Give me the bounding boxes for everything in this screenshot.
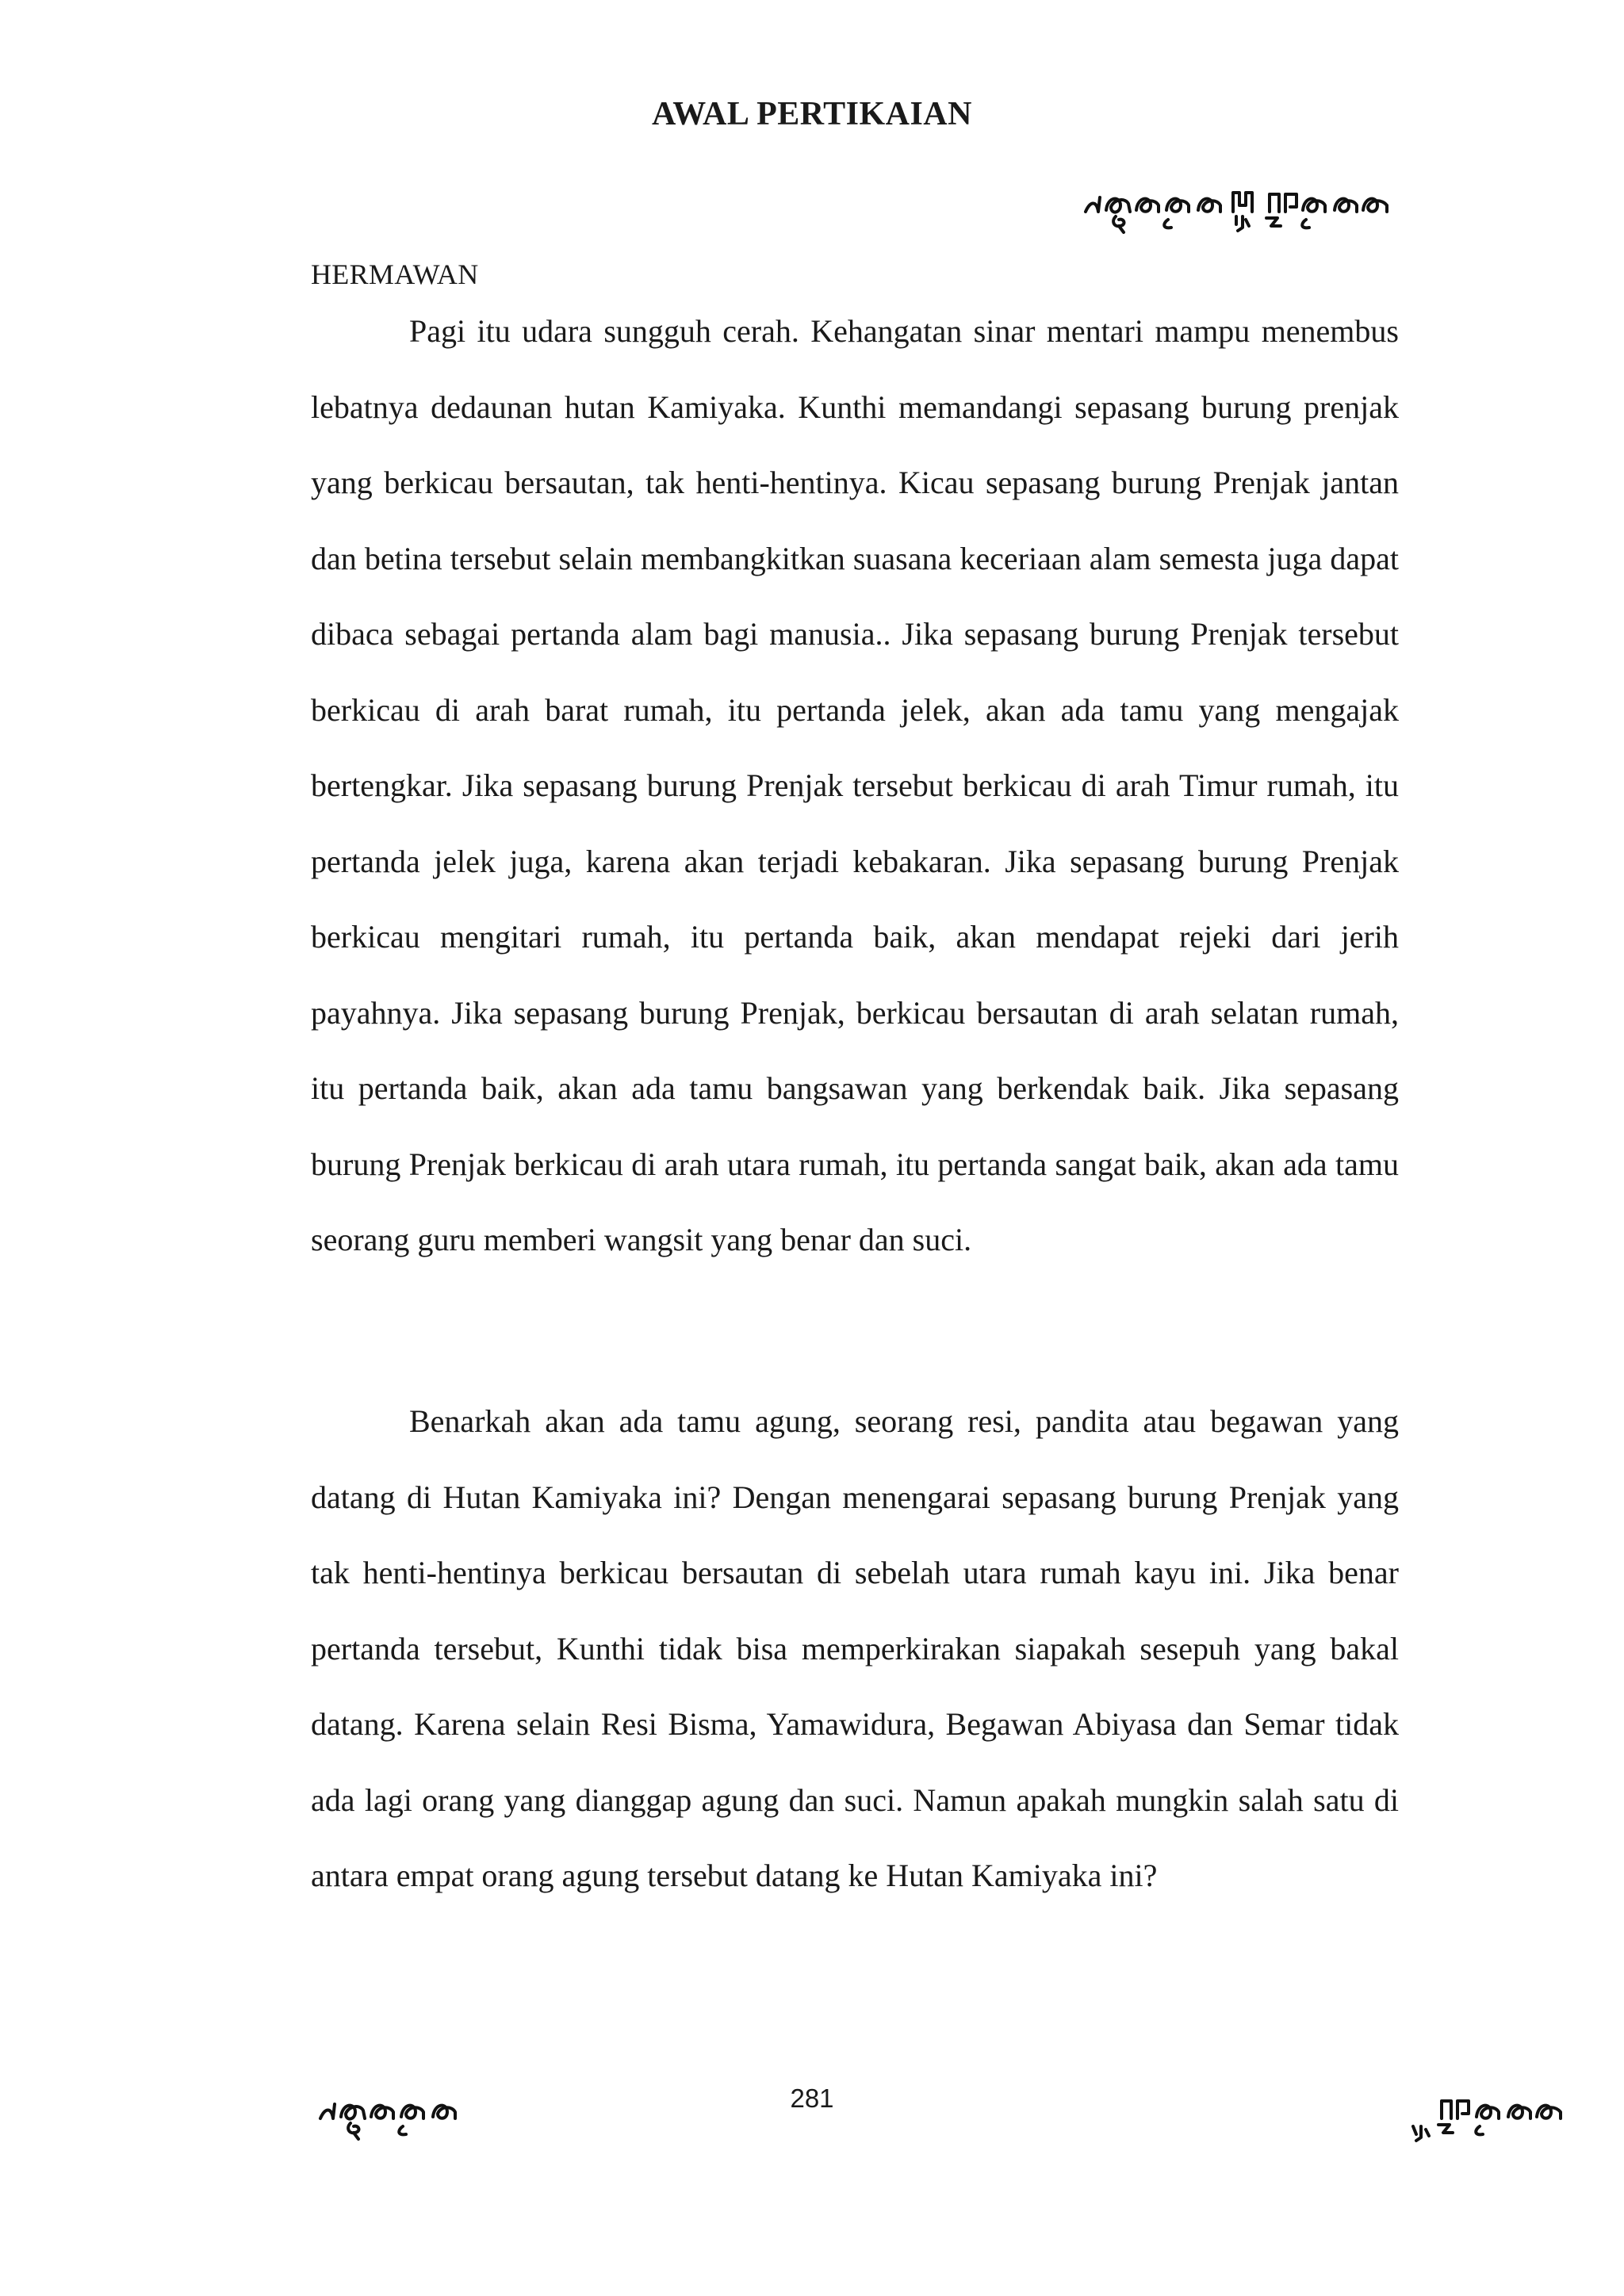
javanese-script-header-icon xyxy=(1082,178,1392,242)
page-number: 281 xyxy=(790,2084,834,2113)
javanese-script-footer-right-icon xyxy=(1410,2085,1568,2149)
author-name: HERMAWAN xyxy=(311,258,479,290)
body-paragraph: Pagi itu udara sungguh cerah. Kehangatan sinar mentari mampu menembus lebatnya dedaunan hutan Kamiyaka. Kunthi memandangi sepasang burung prenjak yang berkicau bersautan, tak henti-hentinya. Kicau sepasang burung Prenjak jantan dan betina tersebut selain membangkitkan suasana keceriaan alam semesta juga dapat dibaca sebagai pertanda alam bagi manusia.. Jika sepasang burung Prenjak tersebut berkicau di arah barat rumah, itu pertanda jelek, akan ada tamu yang mengajak bertengkar. Jika sepasang burung Prenjak tersebut berkicau di arah Timur rumah, itu pertanda jelek juga, karena akan terjadi kebakaran. Jika sepasang burung Prenjak berkicau mengitari rumah, itu pertanda baik, akan mendapat rejeki dari jerih payahnya. Jika sepasang burung Prenjak, berkicau bersautan di arah selatan rumah, itu pertanda baik, akan ada tamu bangsawan yang berkendak baik. Jika sepasang burung Prenjak berkicau di arah utara rumah, itu pertanda sangat baik, akan ada tamu seorang guru memberi wangsit yang benar dan suci. xyxy=(311,313,1399,1257)
javanese-script-footer-left-icon xyxy=(317,2085,500,2149)
page-title: AWAL PERTIKAIAN xyxy=(652,96,972,132)
body-paragraph: Benarkah akan ada tamu agung, seorang resi, pandita atau begawan yang datang di Hutan Kamiyaka ini? Dengan menengarai sepasang burung Prenjak yang tak henti-hentinya berkicau bersautan di sebelah utara rumah kayu ini. Jika benar pertanda tersebut, Kunthi tidak bisa memperkirakan siapakah sesepuh yang bakal datang. Karena selain Resi Bisma, Yamawidura, Begawan Abiyasa dan Semar tidak ada lagi orang yang dianggap agung dan suci. Namun apakah mungkin salah satu di antara empat orang agung tersebut datang ke Hutan Kamiyaka ini? xyxy=(311,1403,1399,1893)
